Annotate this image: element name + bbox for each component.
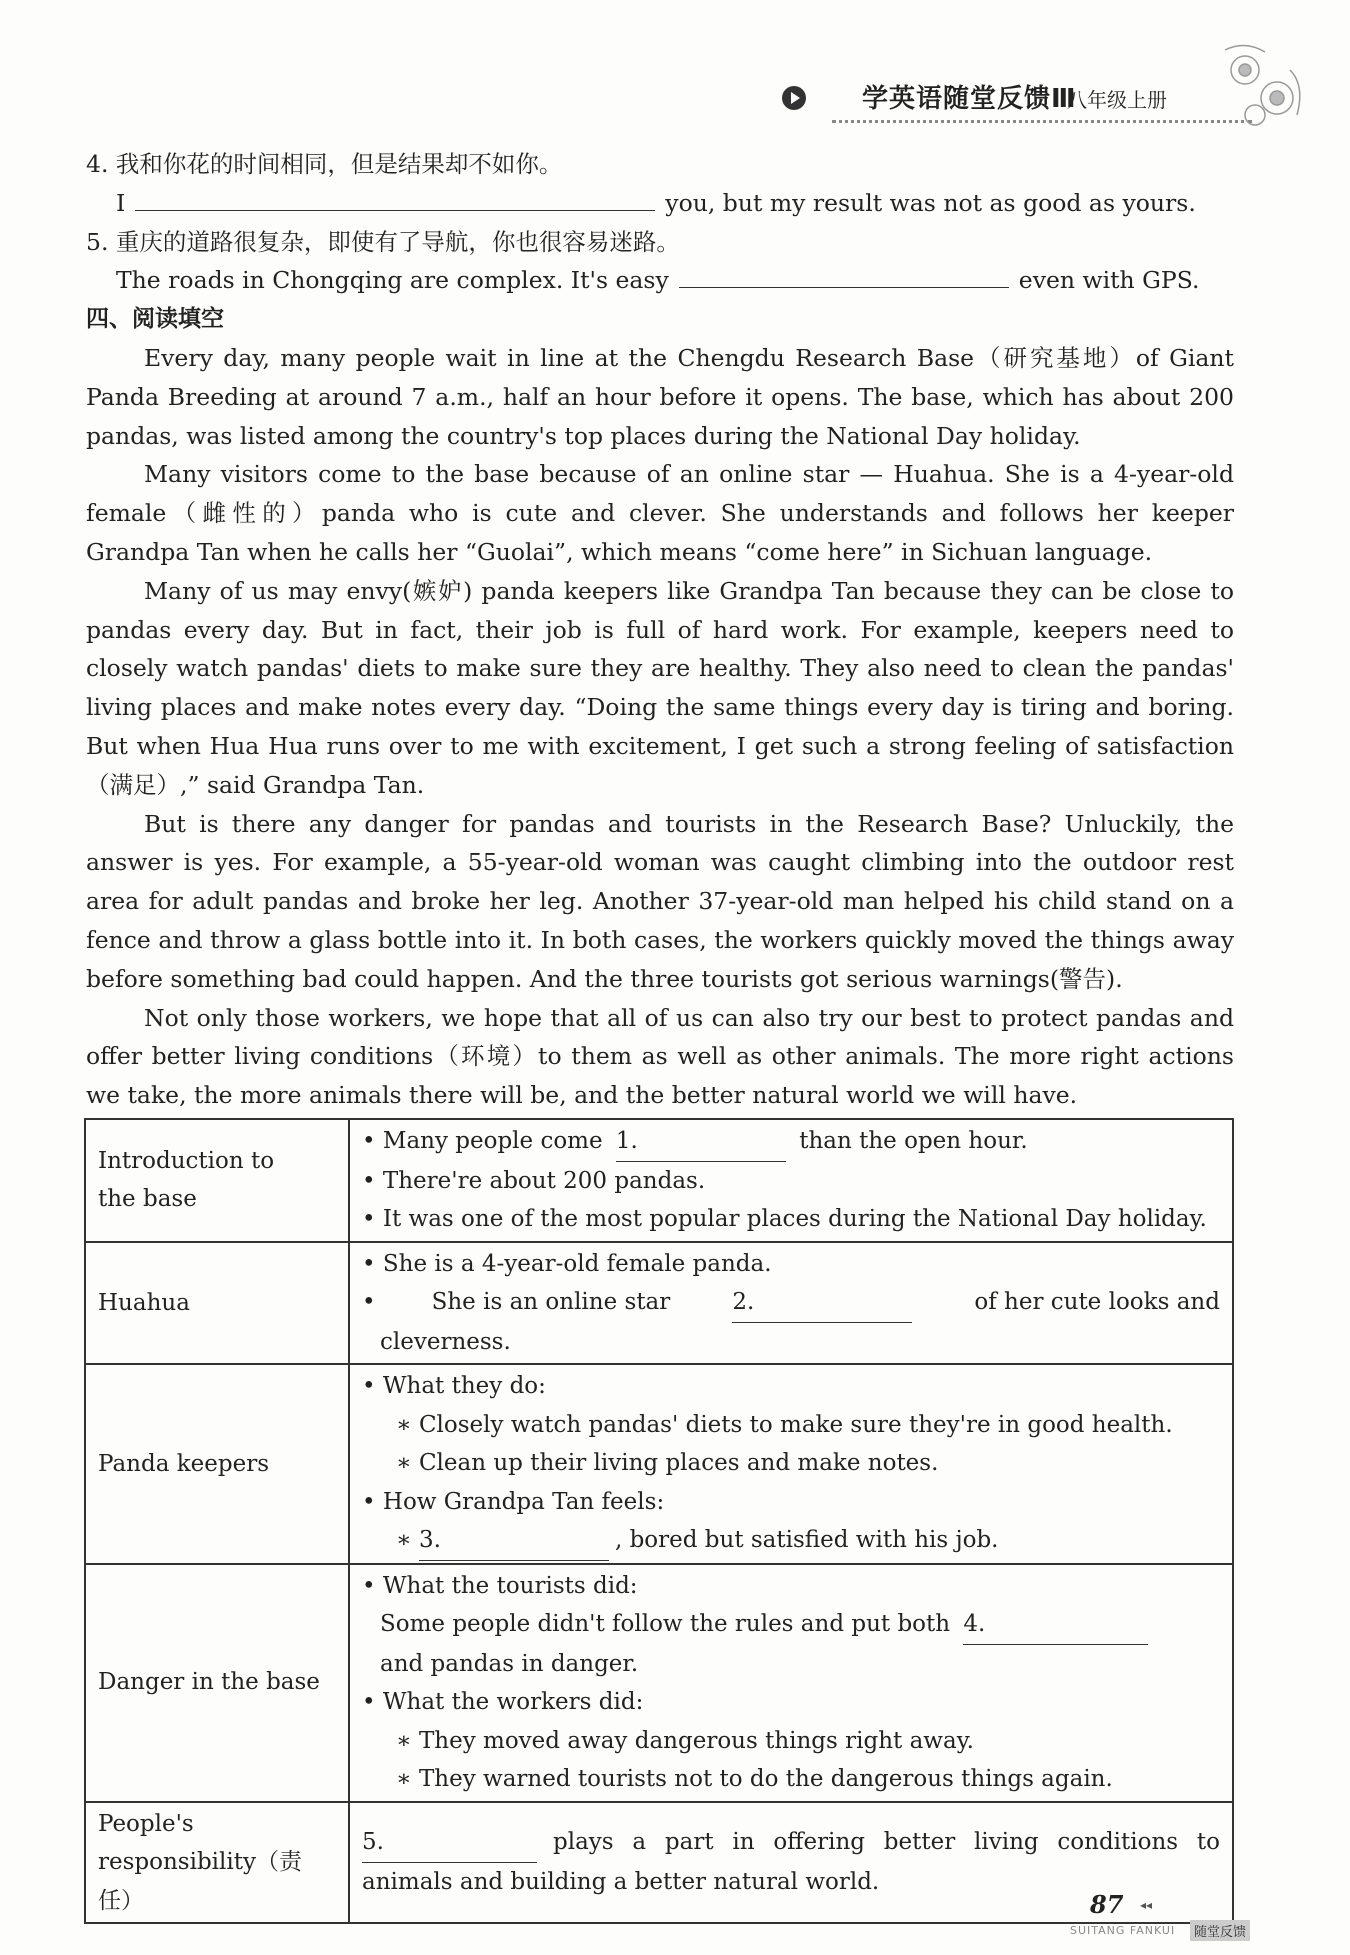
- label-line: the base: [98, 1186, 197, 1213]
- text: , bored but satisfied with his job.: [614, 1527, 999, 1553]
- sub-item: ∗ They warned tourists not to do the dangerous things again.: [362, 1760, 1220, 1799]
- q5-english: [86, 261, 1234, 300]
- q4-answer-blank[interactable]: [135, 184, 655, 211]
- answer-blank-2[interactable]: [732, 1283, 912, 1323]
- row-content: [349, 1119, 1233, 1242]
- flower-decoration-icon: [1205, 40, 1315, 150]
- text: Many people come: [382, 1128, 603, 1154]
- passage-paragraph: Every day, many people wait in line at the Chengdu Research Base（研究基地）of Giant Panda Breeding at around 7 a.m., half an hour before it opens. The base, which has about 200 pandas, was listed among the country's top places during the National Day holiday.: [86, 343, 1234, 450]
- table-row: [85, 1802, 1233, 1924]
- answer-blank-5[interactable]: [362, 1823, 537, 1863]
- row-label: [85, 1802, 349, 1924]
- row-content: [349, 1364, 1233, 1564]
- play-icon: [782, 86, 806, 110]
- blank-number: 3.: [418, 1527, 441, 1553]
- answer-blank-3[interactable]: [419, 1521, 609, 1561]
- answer-text: [362, 1605, 1220, 1645]
- page-footer: [1070, 1890, 1270, 1940]
- q5-chinese-text: 5. 重庆的道路很复杂，即使有了导航，你也很容易迷路。: [86, 227, 680, 256]
- row-label: Danger in the base: [85, 1564, 349, 1802]
- header-divider: [832, 120, 1252, 123]
- summary-table: [84, 1118, 1234, 1924]
- table-row: [85, 1564, 1233, 1802]
- row-content: [349, 1564, 1233, 1802]
- passage-paragraph: Many visitors come to the base because of an online star — Huahua. She is a 4-year-old female（雌性的）panda who is cute and clever. She understands and follows her keeper Grandpa Tan when he calls her “Guolai”, which means “come here” in Sichuan language.: [86, 460, 1234, 566]
- sub-item: [362, 1521, 1220, 1561]
- sub-item: ∗ Closely watch pandas' diets to make sure they're in good health.: [362, 1406, 1220, 1445]
- blank-number: 5.: [362, 1829, 384, 1856]
- table-row: [85, 1119, 1233, 1242]
- q4-english: [86, 184, 1234, 223]
- label-line: Introduction to: [98, 1147, 275, 1174]
- passage-paragraph: Not only those workers, we hope that all of us can also try our best to protect pandas and offer better living conditions（环境）to them as well as other animals. The more right actions we take, the more animals there will be, and the better natural world we will have.: [86, 1003, 1234, 1110]
- row-content: [349, 1242, 1233, 1365]
- bullet-item: • It was one of the most popular places during the National Day holiday.: [362, 1200, 1220, 1239]
- bullet-item: • What the workers did:: [362, 1683, 1220, 1722]
- q5-end: even with GPS.: [1018, 266, 1200, 295]
- page-number: 87: [1090, 1890, 1124, 1919]
- bullet-item: • She is a 4-year-old female panda.: [362, 1245, 1220, 1284]
- blank-number: 1.: [615, 1128, 638, 1154]
- q5-answer-blank[interactable]: [679, 261, 1009, 288]
- q5-chinese: [86, 223, 1234, 262]
- text: plays a part in offering better living conditions to: [553, 1829, 1220, 1856]
- passage-paragraph: But is there any danger for pandas and tourists in the Research Base? Unluckily, the answer is yes. For example, a 55-year-old woman was caught climbing into the outdoor rest area for adult pandas and broke her leg. Another 37-year-old man helped his child stand on a fence and throw a glass bottle into it. In both cases, the workers quickly moved the things away before something bad could happen. And the three tourists got serious warnings(警告).: [86, 809, 1234, 993]
- bullet-item: [362, 1122, 1220, 1162]
- bullet-item: • What the tourists did:: [362, 1567, 1220, 1606]
- q4-chinese: [86, 145, 1234, 184]
- text: Some people didn't follow the rules and put both: [380, 1611, 951, 1637]
- label-line: People's: [98, 1810, 194, 1837]
- row-label: [85, 1119, 349, 1242]
- brand-tag: 随堂反馈: [1190, 1920, 1250, 1941]
- blank-number: 2.: [732, 1289, 755, 1315]
- section-title: 四、阅读填空: [86, 306, 224, 333]
- q4-start: I: [116, 188, 126, 217]
- label-line: responsibility（责任）: [98, 1849, 302, 1914]
- sub-item: ∗ Clean up their living places and make notes.: [362, 1444, 1220, 1483]
- double-arrow-icon: ◂◂: [1140, 1898, 1153, 1912]
- answer-blank-1[interactable]: [616, 1122, 786, 1162]
- answer-blank-4[interactable]: [963, 1605, 1148, 1645]
- text: than the open hour.: [799, 1128, 1028, 1154]
- answer-text: and pandas in danger.: [380, 1650, 639, 1677]
- q4-end: you, but my result was not as good as yours.: [665, 188, 1196, 217]
- book-title: 学英语随堂反馈Ⅲ: [862, 84, 1077, 114]
- q4-chinese-text: 4. 我和你花的时间相同，但是结果却不如你。: [86, 150, 563, 178]
- bullet-item: • What they do:: [362, 1367, 1220, 1406]
- text: of her cute looks and: [974, 1289, 1220, 1315]
- continued-text: cleverness.: [380, 1328, 511, 1355]
- sub-item: ∗ They moved away dangerous things right away.: [362, 1722, 1220, 1761]
- table-row: [85, 1242, 1233, 1365]
- text: • She is an online star: [431, 1289, 671, 1315]
- bullet-item: [362, 1283, 1220, 1323]
- blank-number: 4.: [963, 1611, 986, 1637]
- bullet-item: • How Grandpa Tan feels:: [362, 1483, 1220, 1522]
- page-header: [782, 72, 1262, 132]
- page-content: [86, 145, 1234, 1115]
- row-label: Panda keepers: [85, 1364, 349, 1564]
- passage-paragraph: Many of us may envy(嫉妒) panda keepers like Grandpa Tan because they can be close to pandas every day. But in fact, their job is full of hard work. For example, keepers need to closely watch pandas' diets to make sure they are healthy. They also need to clean the pandas' living places and make notes every day. “Doing the same things every day is tiring and boring. But when Hua Hua runs over to me with excitement, I get such a strong feeling of satisfaction（满足）,” said Grandpa Tan.: [86, 576, 1234, 799]
- table-row: [85, 1364, 1233, 1564]
- q5-start: The roads in Chongqing are complex. It's easy: [116, 266, 669, 295]
- answer-text: animals and building a better natural world.: [362, 1868, 880, 1895]
- bullet-item: • There're about 200 pandas.: [362, 1162, 1220, 1201]
- grade-label: 八年级上册: [1067, 88, 1167, 112]
- answer-text: [362, 1823, 1220, 1863]
- brand-text: SUITANG FANKUI: [1070, 1924, 1176, 1937]
- row-label: Huahua: [85, 1242, 349, 1365]
